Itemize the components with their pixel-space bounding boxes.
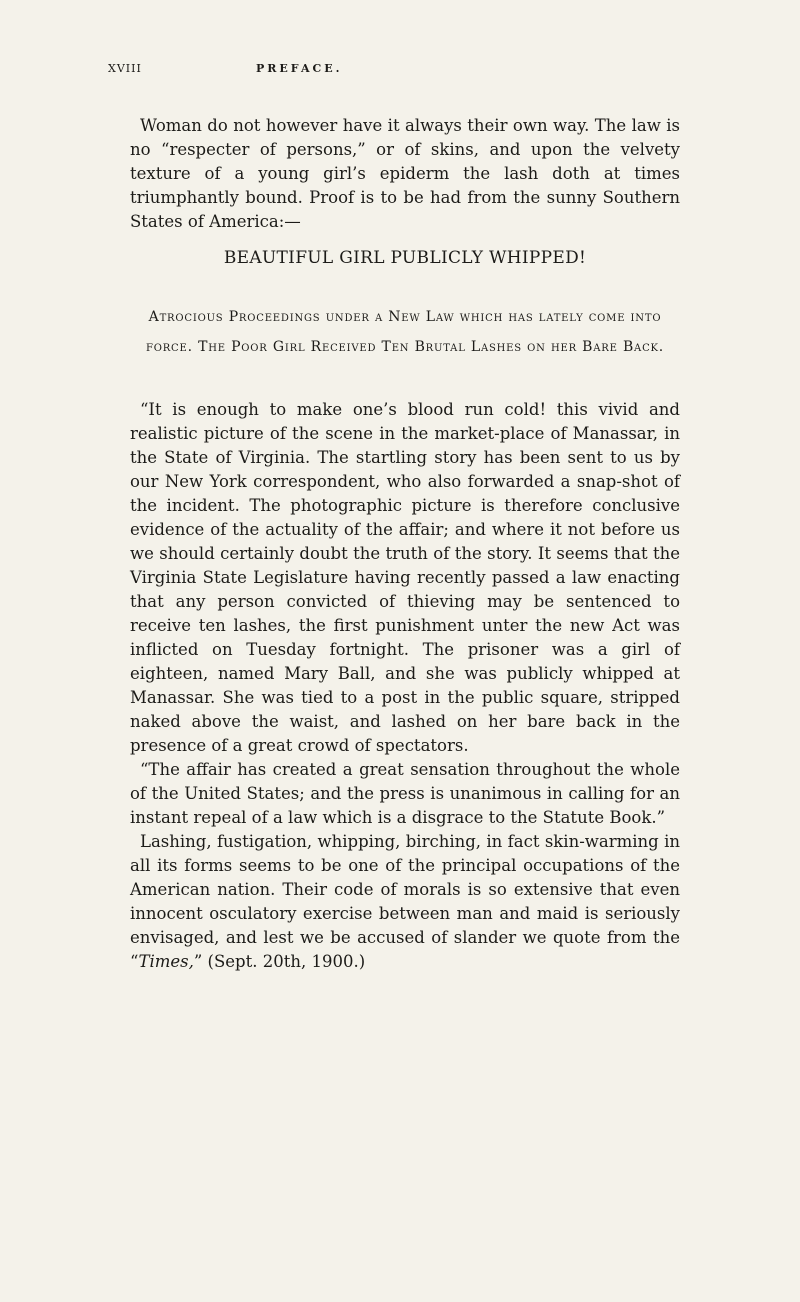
page-number: XVIII [108,62,142,75]
closing-paragraph [130,830,680,974]
article-subheading: Atrocious Proceedings under a New Law which has lately come into force. The Poor Girl Received Ten Brutal Lashes on her Bare Back. [145,309,665,355]
running-title: PREFACE. [256,62,343,75]
running-head [108,62,668,82]
intro-paragraph: Woman do not however have it always their own way. The law is no “respecter of persons,” or of skins, and upon the velvety texture of a young girl’s epiderm the lash doth at times triumphantly bound. Proof is to be had from the sunny Southern States of America:— [130,116,680,231]
intro-section [130,114,680,234]
closing-paragraph-start: Lashing, fustigation, whipping, birching, in fact skin-warming in all its forms seems to be one of the principal occupations of the American nation. Their code of morals is so extensive that even innocent osculatory exercise between man and maid is seriously envisaged, and lest we be accused of slander we quote from the “ [130,832,680,971]
quote-paragraph-2: “The affair has created a great sensation throughout the whole of the United States; and the press is unanimous in calling for an instant repeal of a law which is a disgrace to the Statute Book.” [130,760,680,827]
article-body [130,398,680,974]
quote-paragraph-1: “It is enough to make one’s blood run cold! this vivid and realistic picture of the scene in the market-place of Manassar, in the State of Virginia. The startling story has been sent to us by our New York correspondent, who also forwarded a snap-shot of the incident. The photographic picture is therefore conclusive evidence of the actuality of the affair; and where it not before us we should certainly doubt the truth of the story. It seems that the Virginia State Legislature having recently passed a law enacting that any person convicted of thieving may be sentenced to receive ten lashes, the first punishment unter the new Act was inflicted on Tuesday fortnight. The prisoner was a girl of eighteen, named Mary Ball, and she was publicly whipped at Manassar. She was tied to a post in the public square, stripped naked above the waist, and lashed on her bare back in the presence of a great crowd of spectators. [130,400,680,755]
article-headline: BEAUTIFUL GIRL PUBLICLY WHIPPED! [223,248,587,268]
closing-paragraph-end: ” (Sept. 20th, 1900.) [193,952,366,971]
closing-source: Times, [138,952,194,971]
